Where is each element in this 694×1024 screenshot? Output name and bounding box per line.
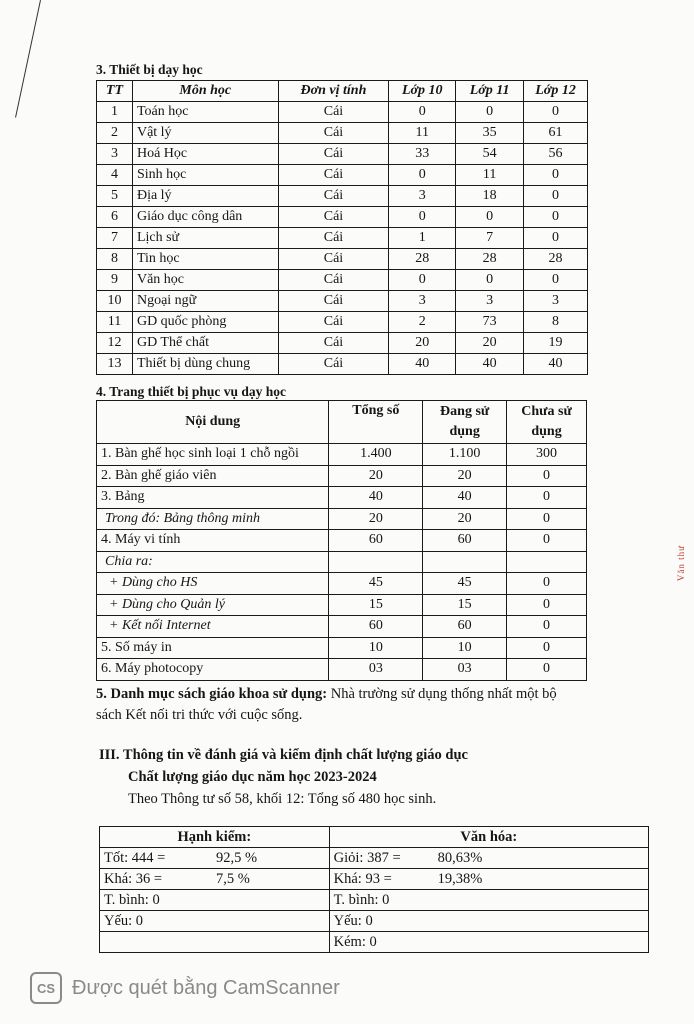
culture-header: Văn hóa: xyxy=(329,827,648,848)
table-row xyxy=(97,228,588,249)
section-iii-note: Theo Thông tư số 58, khối 12: Tổng số 480 học sinh. xyxy=(128,791,437,807)
table-row xyxy=(97,551,587,573)
cell-grade-10: 3 xyxy=(389,186,456,207)
cell-grade-10: 40 xyxy=(389,354,456,375)
conduct-label: T. bình: 0 xyxy=(104,892,160,908)
cell-in-use: 60 xyxy=(423,616,507,638)
conduct-cell xyxy=(100,890,330,911)
culture-label: T. bình: 0 xyxy=(333,892,390,908)
table-row xyxy=(97,659,587,681)
cell-unit: Cái xyxy=(278,312,389,333)
conduct-label: Khá: 36 = xyxy=(104,871,163,887)
cell-grade-11: 0 xyxy=(456,207,524,228)
cell-unit: Cái xyxy=(278,291,389,312)
cell-not-in-use: 0 xyxy=(507,465,587,487)
cell-content: 5. Số máy in xyxy=(97,637,329,659)
cell-total: 10 xyxy=(329,637,423,659)
cell-grade-10: 2 xyxy=(389,312,456,333)
conduct-percent: 7,5 % xyxy=(216,871,250,887)
cell-not-in-use: 0 xyxy=(507,530,587,552)
table-row xyxy=(97,249,588,270)
cell-grade-12: 0 xyxy=(524,270,588,291)
cell-not-in-use: 300 xyxy=(507,444,587,466)
cell-in-use: 45 xyxy=(423,573,507,595)
cell-in-use: 10 xyxy=(423,637,507,659)
cell-grade-12: 40 xyxy=(524,354,588,375)
header-tt: TT xyxy=(97,81,133,102)
cell-unit: Cái xyxy=(278,102,389,123)
cell-grade-10: 0 xyxy=(389,207,456,228)
cell-tt: 5 xyxy=(97,186,133,207)
header-total: Tổng số xyxy=(329,401,423,444)
cell-grade-12: 56 xyxy=(524,144,588,165)
cell-grade-10: 20 xyxy=(389,333,456,354)
camscanner-logo-icon: CS xyxy=(30,972,62,1004)
cell-content: Trong đó: Bảng thông minh xyxy=(97,508,329,530)
cell-unit: Cái xyxy=(278,333,389,354)
cell-grade-12: 8 xyxy=(524,312,588,333)
cell-content: 3. Bảng xyxy=(97,487,329,509)
conduct-cell xyxy=(100,848,330,869)
cell-unit: Cái xyxy=(278,207,389,228)
cell-tt: 2 xyxy=(97,123,133,144)
cell-subject: Lịch sử xyxy=(132,228,278,249)
table-row xyxy=(97,291,588,312)
section-5-text: Nhà trường sử dụng thống nhất một bộ xyxy=(327,686,557,702)
table-row xyxy=(100,911,649,932)
table-header-row xyxy=(100,827,649,848)
table-row xyxy=(97,594,587,616)
cell-grade-11: 7 xyxy=(456,228,524,249)
cell-grade-12: 28 xyxy=(524,249,588,270)
header-not-in-use: Chưa sử dụng xyxy=(507,401,587,444)
cell-subject: Hoá Học xyxy=(132,144,278,165)
cell-grade-10: 11 xyxy=(389,123,456,144)
section-iii-subtitle: Chất lượng giáo dục năm học 2023-2024 xyxy=(128,769,377,785)
table-row xyxy=(97,312,588,333)
cell-content: 2. Bàn ghế giáo viên xyxy=(97,465,329,487)
table-header-row xyxy=(97,81,588,102)
cell-content: + Dùng cho HS xyxy=(97,573,329,595)
culture-percent: 80,63% xyxy=(437,850,483,866)
section-5-text-cont: sách Kết nối tri thức với cuộc sống. xyxy=(96,707,303,723)
table-row xyxy=(97,444,587,466)
cell-subject: Vật lý xyxy=(132,123,278,144)
table-row xyxy=(97,637,587,659)
header-grade-12: Lớp 12 xyxy=(524,81,588,102)
header-subject: Môn học xyxy=(132,81,278,102)
cell-grade-11: 11 xyxy=(456,165,524,186)
section-5-paragraph xyxy=(96,684,656,726)
header-grade-10: Lớp 10 xyxy=(389,81,456,102)
cell-tt: 8 xyxy=(97,249,133,270)
cell-not-in-use xyxy=(507,551,587,573)
cell-in-use: 20 xyxy=(423,465,507,487)
scan-mark-line xyxy=(15,0,41,118)
cell-tt: 12 xyxy=(97,333,133,354)
cell-grade-12: 0 xyxy=(524,186,588,207)
cell-subject: Sinh học xyxy=(132,165,278,186)
cell-content: 4. Máy vi tính xyxy=(97,530,329,552)
conduct-header: Hạnh kiểm: xyxy=(100,827,330,848)
cell-unit: Cái xyxy=(278,354,389,375)
cell-total: 40 xyxy=(329,487,423,509)
culture-cell xyxy=(329,848,648,869)
table-row xyxy=(97,102,588,123)
conduct-percent: 92,5 % xyxy=(216,850,258,866)
cell-subject: GD Thể chất xyxy=(132,333,278,354)
culture-cell xyxy=(329,911,648,932)
camscanner-footer xyxy=(30,972,340,1004)
table-row xyxy=(97,354,588,375)
header-unit: Đơn vị tính xyxy=(278,81,389,102)
cell-tt: 1 xyxy=(97,102,133,123)
cell-in-use: 15 xyxy=(423,594,507,616)
cell-grade-10: 0 xyxy=(389,165,456,186)
conduct-label: Tốt: 444 = xyxy=(104,850,166,866)
cell-grade-11: 0 xyxy=(456,270,524,291)
cell-grade-10: 33 xyxy=(389,144,456,165)
table-row xyxy=(100,932,649,953)
conduct-cell xyxy=(100,932,330,953)
cell-content: + Dùng cho Quản lý xyxy=(97,594,329,616)
cell-content: 1. Bàn ghế học sinh loại 1 chỗ ngồi xyxy=(97,444,329,466)
cell-unit: Cái xyxy=(278,249,389,270)
table-row xyxy=(97,573,587,595)
cell-subject: Địa lý xyxy=(132,186,278,207)
section-5-title: 5. Danh mục sách giáo khoa sử dụng: xyxy=(96,686,328,702)
cell-subject: Văn học xyxy=(132,270,278,291)
table-row xyxy=(100,869,649,890)
cell-grade-10: 28 xyxy=(389,249,456,270)
cell-tt: 13 xyxy=(97,354,133,375)
conduct-cell xyxy=(100,869,330,890)
table-row xyxy=(97,508,587,530)
cell-tt: 4 xyxy=(97,165,133,186)
cell-tt: 9 xyxy=(97,270,133,291)
culture-cell xyxy=(329,869,648,890)
camscanner-text: Được quét bằng CamScanner xyxy=(72,976,340,999)
cell-in-use: 60 xyxy=(423,530,507,552)
cell-tt: 10 xyxy=(97,291,133,312)
quality-table xyxy=(99,826,649,953)
cell-grade-11: 73 xyxy=(456,312,524,333)
cell-grade-10: 0 xyxy=(389,102,456,123)
cell-unit: Cái xyxy=(278,186,389,207)
cell-not-in-use: 0 xyxy=(507,573,587,595)
table-header-row xyxy=(97,401,587,444)
cell-grade-12: 3 xyxy=(524,291,588,312)
cell-subject: Tin học xyxy=(132,249,278,270)
cell-in-use: 03 xyxy=(423,659,507,681)
cell-grade-12: 0 xyxy=(524,207,588,228)
section-3-title: 3. Thiết bị dạy học xyxy=(96,62,203,77)
cell-grade-11: 54 xyxy=(456,144,524,165)
cell-grade-12: 0 xyxy=(524,165,588,186)
cell-unit: Cái xyxy=(278,165,389,186)
cell-tt: 7 xyxy=(97,228,133,249)
teaching-equipment-table xyxy=(96,400,587,681)
cell-subject: GD quốc phòng xyxy=(132,312,278,333)
cell-total: 03 xyxy=(329,659,423,681)
conduct-cell xyxy=(100,911,330,932)
cell-grade-11: 18 xyxy=(456,186,524,207)
cell-grade-12: 0 xyxy=(524,102,588,123)
table-row xyxy=(97,165,588,186)
table-row xyxy=(97,144,588,165)
table-row xyxy=(97,530,587,552)
cell-grade-11: 20 xyxy=(456,333,524,354)
table-row xyxy=(100,890,649,911)
cell-in-use: 20 xyxy=(423,508,507,530)
cell-total: 45 xyxy=(329,573,423,595)
cell-grade-11: 40 xyxy=(456,354,524,375)
cell-unit: Cái xyxy=(278,228,389,249)
table-row xyxy=(97,270,588,291)
cell-content: Chia ra: xyxy=(97,551,329,573)
cell-grade-10: 1 xyxy=(389,228,456,249)
culture-label: Khá: 93 = xyxy=(333,871,392,887)
cell-not-in-use: 0 xyxy=(507,616,587,638)
header-in-use: Đang sử dụng xyxy=(423,401,507,444)
cell-grade-12: 61 xyxy=(524,123,588,144)
cell-not-in-use: 0 xyxy=(507,508,587,530)
cell-total: 20 xyxy=(329,465,423,487)
cell-subject: Giáo dục công dân xyxy=(132,207,278,228)
culture-label: Yếu: 0 xyxy=(333,913,373,929)
table-row xyxy=(97,333,588,354)
cell-grade-11: 35 xyxy=(456,123,524,144)
header-content: Nội dung xyxy=(97,401,329,444)
cell-in-use: 40 xyxy=(423,487,507,509)
cell-tt: 6 xyxy=(97,207,133,228)
stamp-mark: Văn thư xyxy=(676,545,686,582)
cell-unit: Cái xyxy=(278,144,389,165)
equipment-table xyxy=(96,80,588,375)
cell-not-in-use: 0 xyxy=(507,487,587,509)
culture-cell xyxy=(329,890,648,911)
cell-grade-11: 28 xyxy=(456,249,524,270)
cell-grade-12: 0 xyxy=(524,228,588,249)
cell-grade-11: 3 xyxy=(456,291,524,312)
conduct-label: Yếu: 0 xyxy=(104,913,144,929)
cell-content: 6. Máy photocopy xyxy=(97,659,329,681)
culture-label: Giỏi: 387 = xyxy=(333,850,401,866)
cell-total: 60 xyxy=(329,616,423,638)
table-row xyxy=(97,616,587,638)
cell-not-in-use: 0 xyxy=(507,659,587,681)
cell-not-in-use: 0 xyxy=(507,637,587,659)
table-row xyxy=(97,465,587,487)
header-grade-11: Lớp 11 xyxy=(456,81,524,102)
cell-content: + Kết nối Internet xyxy=(97,616,329,638)
culture-cell xyxy=(329,932,648,953)
cell-unit: Cái xyxy=(278,123,389,144)
cell-subject: Thiết bị dùng chung xyxy=(132,354,278,375)
table-row xyxy=(97,186,588,207)
culture-percent: 19,38% xyxy=(437,871,483,887)
cell-not-in-use: 0 xyxy=(507,594,587,616)
cell-subject: Ngoại ngữ xyxy=(132,291,278,312)
cell-total xyxy=(329,551,423,573)
cell-grade-12: 19 xyxy=(524,333,588,354)
cell-grade-10: 0 xyxy=(389,270,456,291)
table-row xyxy=(97,123,588,144)
cell-unit: Cái xyxy=(278,270,389,291)
cell-subject: Toán học xyxy=(132,102,278,123)
cell-in-use xyxy=(423,551,507,573)
cell-tt: 11 xyxy=(97,312,133,333)
cell-total: 1.400 xyxy=(329,444,423,466)
section-iii-title: III. Thông tin về đánh giá và kiểm định chất lượng giáo dục xyxy=(99,747,468,763)
cell-in-use: 1.100 xyxy=(423,444,507,466)
cell-tt: 3 xyxy=(97,144,133,165)
table-row xyxy=(97,207,588,228)
culture-label: Kém: 0 xyxy=(333,934,377,950)
table-row xyxy=(100,848,649,869)
cell-total: 60 xyxy=(329,530,423,552)
cell-total: 15 xyxy=(329,594,423,616)
table-row xyxy=(97,487,587,509)
cell-grade-10: 3 xyxy=(389,291,456,312)
cell-total: 20 xyxy=(329,508,423,530)
section-4-title: 4. Trang thiết bị phục vụ dạy học xyxy=(96,384,287,399)
cell-grade-11: 0 xyxy=(456,102,524,123)
